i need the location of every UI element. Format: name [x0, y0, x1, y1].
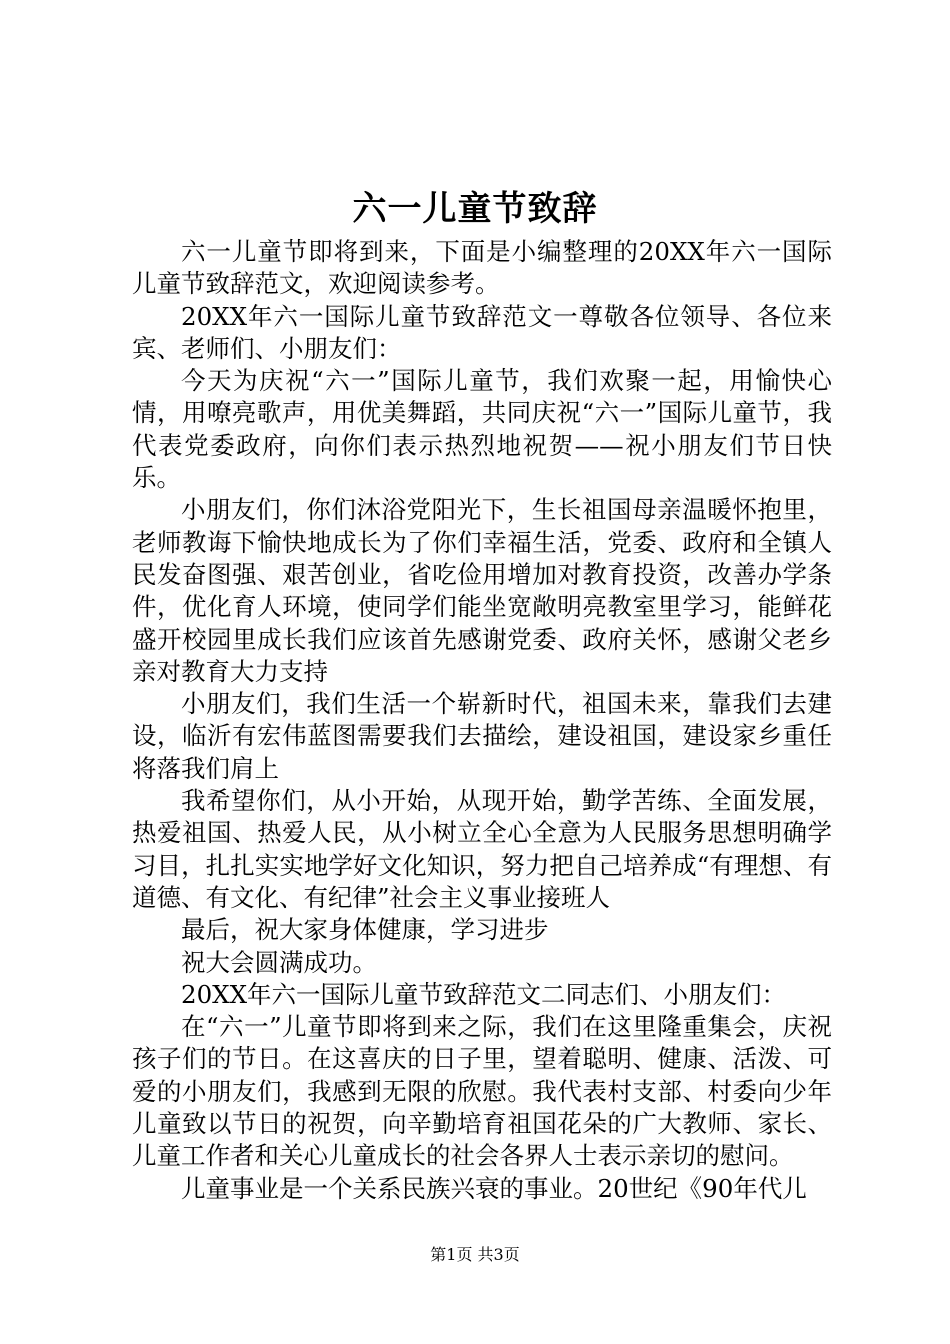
paragraph: 今天为庆祝“六一”国际儿童节，我们欢聚一起，用愉快心情，用嘹亮歌声，用优美舞蹈，共同庆祝“六一”国际儿童节，我代表党委政府，向你们表示热烈地祝贺——祝小朋友们节日快乐。: [132, 366, 832, 493]
paragraph: 20XX年六一国际儿童节致辞范文一尊敬各位领导、各位来宾、老师们、小朋友们：: [132, 301, 832, 363]
document-title: 六一儿童节致辞: [352, 189, 598, 229]
page-footer: 第1页 共3页: [430, 1245, 520, 1264]
paragraph: 最后，祝大家身体健康，学习进步: [181, 915, 549, 945]
paragraph: 儿童事业是一个关系民族兴衰的事业。20世纪《90年代儿: [181, 1173, 807, 1203]
paragraph: 我希望你们，从小开始，从现开始，勤学苦练、全面发展，热爱祖国、热爱人民，从小树立全心全意为人民服务思想明确学习目，扎扎实实地学好文化知识，努力把自己培养成“有理想、有道德、有文化、有纪律”社会主义事业接班人: [132, 786, 832, 912]
paragraph: 六一儿童节即将到来，下面是小编整理的20XX年六一国际儿童节致辞范文，欢迎阅读参考。: [132, 237, 832, 299]
paragraph: 祝大会圆满成功。: [181, 947, 377, 977]
paragraph: 20XX年六一国际儿童节致辞范文二同志们、小朋友们：: [181, 979, 787, 1009]
paragraph: 小朋友们，你们沐浴党阳光下，生长祖国母亲温暖怀抱里，老师教诲下愉快地成长为了你们幸福生活，党委、政府和全镇人民发奋图强、艰苦创业，省吃俭用增加对教育投资，改善办学条件，优化育人环境，使同学们能坐宽敞明亮教室里学习，能鲜花盛开校园里成长我们应该首先感谢党委、政府关怀，感谢父老乡亲对教育大力支持: [132, 495, 832, 686]
paragraph: 小朋友们，我们生活一个崭新时代，祖国未来，靠我们去建设，临沂有宏伟蓝图需要我们去描绘，建设祖国，建设家乡重任将落我们肩上: [132, 689, 832, 783]
paragraph: 在“六一”儿童节即将到来之际，我们在这里隆重集会，庆祝孩子们的节日。在这喜庆的日子里，望着聪明、健康、活泼、可爱的小朋友们，我感到无限的欣慰。我代表村支部、村委向少年儿童致以节日的祝贺，向辛勤培育祖国花朵的广大教师、家长、儿童工作者和关心儿童成长的社会各界人士表示亲切的慰问。: [132, 1012, 832, 1171]
document-body: [132, 236, 832, 1205]
